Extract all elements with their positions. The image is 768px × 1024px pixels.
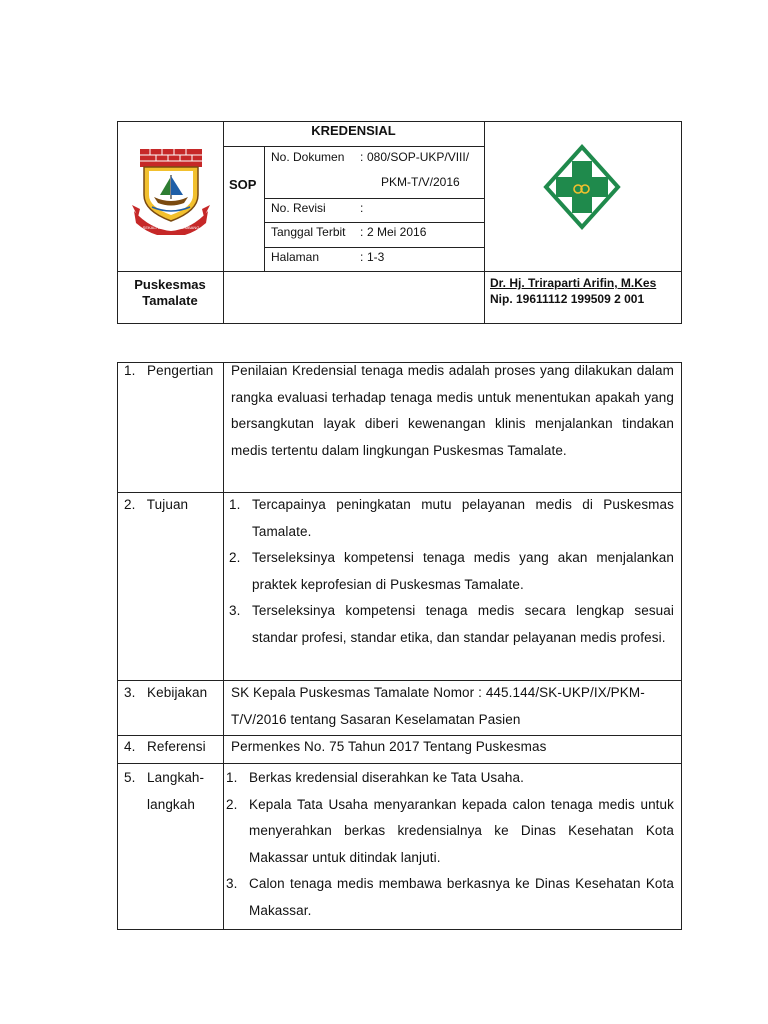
field-sep: : <box>360 250 364 264</box>
field-value-no-dokumen-cont: PKM-T/V/2016 <box>381 175 460 189</box>
list-item: 1. Tercapainya peningkatan mutu pelayanan medis di Puskesmas Tamalate. <box>229 497 674 539</box>
tujuan-list <box>229 492 674 652</box>
row-label-pengertian <box>124 358 213 385</box>
row-label: Tujuan <box>146 497 189 512</box>
makassar-city-emblem-icon <box>130 145 212 235</box>
list-item: 3. Terseleksinya kompetensi tenaga medis secara lengkap sesuai standar profesi, standar etika, dan standar pelayanan medis profesi. <box>229 603 674 645</box>
sop-label: SOP <box>229 177 257 192</box>
field-sep: : <box>360 150 364 164</box>
referensi-text: Permenkes No. 75 Tahun 2017 Tentang Puskesmas <box>231 739 547 754</box>
list-item: 2. Terseleksinya kompetensi tenaga medis yang akan menjalankan praktek keprofesian di Puskesmas Tamalate. <box>229 550 674 592</box>
signer-nip: Nip. 19611112 199509 2 001 <box>490 292 645 306</box>
field-value-no-dokumen: 080/SOP-UKP/VIII/ <box>367 150 470 164</box>
row-label-referensi <box>124 734 206 761</box>
field-label-halaman: Halaman <box>271 250 320 264</box>
signer-name: Dr. Hj. Triraparti Arifin, M.Kes <box>490 276 657 290</box>
field-value-tanggal-terbit: 2 Mei 2016 <box>367 225 427 239</box>
langkah-list <box>226 765 674 925</box>
row-label: Kebijakan <box>147 685 208 700</box>
list-item: 2. Kepala Tata Usaha menyarankan kepada calon tenaga medis untuk menyerahkan berkas kredensialnya ke Dinas Kesehatan Kota Makassar untuk ditindak lanjuti. <box>226 796 674 865</box>
row-label: Langkah- <box>147 770 205 785</box>
field-value-halaman: 1-3 <box>367 250 385 264</box>
field-label-tanggal-terbit: Tanggal Terbit <box>271 225 346 239</box>
list-item: 3. Calon tenaga medis membawa berkasnya ke Dinas Kesehatan Kota Makassar. <box>226 876 674 918</box>
document-title: KREDENSIAL <box>311 123 396 138</box>
field-label-no-revisi: No. Revisi <box>271 201 326 215</box>
row-number: 5. <box>124 770 136 785</box>
row-number: 4. <box>124 739 136 754</box>
row-number: 2. <box>124 497 136 512</box>
row-label: Referensi <box>147 739 206 754</box>
row-label-tujuan <box>124 492 188 519</box>
row-label: Pengertian <box>147 363 214 378</box>
row-label-langkah <box>124 765 204 792</box>
list-item: 1. Berkas kredensial diserahkan ke Tata Usaha. <box>226 770 524 785</box>
field-label-no-dokumen: No. Dokumen <box>271 150 345 164</box>
pengertian-text: Penilaian Kredensial tenaga medis adalah proses yang dilakukan dalam rangka evaluasi terhadap tenaga medis untuk menentukan apakah yang bersangkutan layak diberi kewenangan klinis menjalankan tindakan medis tertentu dalam lingkungan Puskesmas Tamalate. <box>231 363 674 458</box>
field-sep: : <box>360 225 364 239</box>
svg-text:SEKALI LAYAR TERKEMBANG: SEKALI LAYAR TERKEMBANG <box>142 225 200 230</box>
org-name-line2: Tamalate <box>142 293 198 308</box>
field-sep: : <box>360 201 364 215</box>
org-name-line1: Puskesmas <box>134 277 206 292</box>
kebijakan-text: SK Kepala Puskesmas Tamalate Nomor : 445.144/SK-UKP/IX/PKM-T/V/2016 tentang Sasaran Keselamatan Pasien <box>231 685 645 727</box>
row-label-kebijakan <box>124 680 207 707</box>
row-number: 3. <box>124 685 136 700</box>
puskesmas-cross-logo-icon <box>542 144 622 230</box>
row-label-langkah-cont: langkah <box>147 797 195 812</box>
row-number: 1. <box>124 363 136 378</box>
